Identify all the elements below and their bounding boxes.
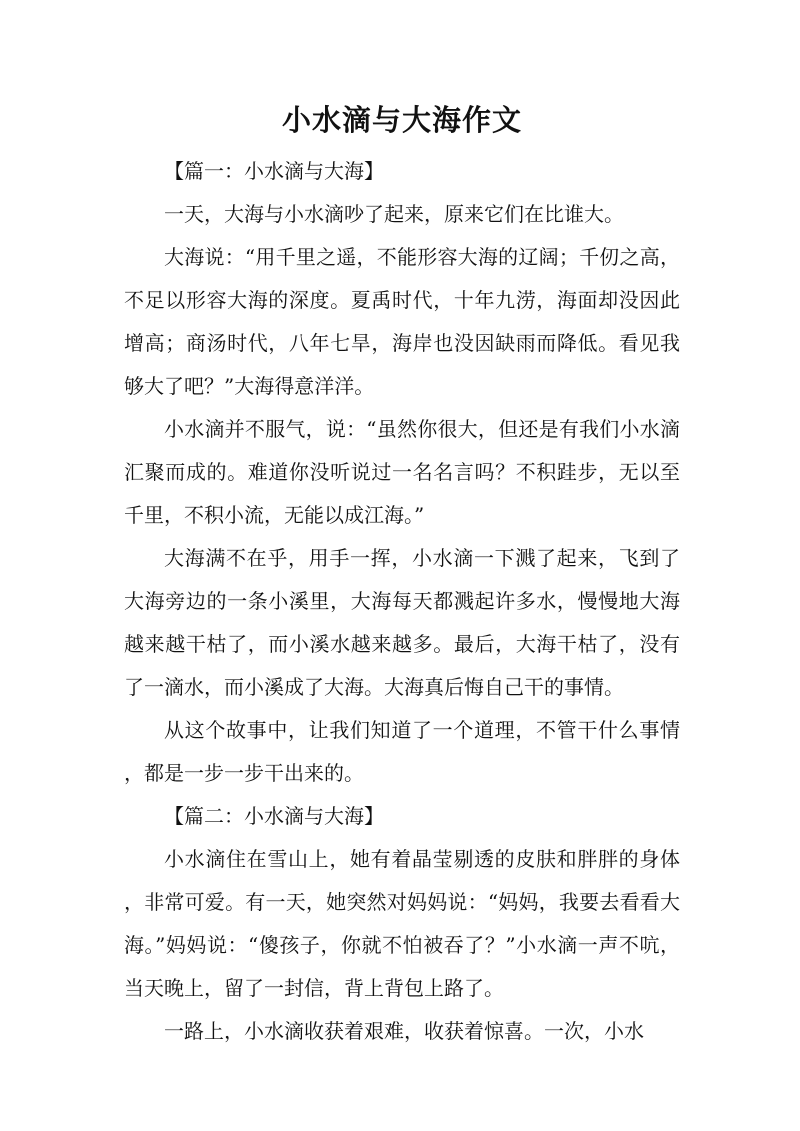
paragraph: 大海说：“用千里之遥，不能形容大海的辽阔；千仞之高，不足以形容大海的深度。夏禹时代，十年九涝，海面却没因此增高；商汤时代，八年七旱，海岸也没因缺雨而降低。看见我够大了吧？”大海得意洋洋。 bbox=[124, 245, 680, 398]
document-title: 小水滴与大海作文 bbox=[281, 103, 522, 137]
section-heading-2: 【篇二：小水滴与大海】 bbox=[164, 804, 384, 828]
paragraph: 小水滴住在雪山上，她有着晶莹剔透的皮肤和胖胖的身体，非常可爱。有一天，她突然对妈妈说：“妈妈，我要去看看大海。”妈妈说：“傻孩子，你就不怕被吞了？”小水滴一声不吭，当天晚上，留了一封信，背上背包上路了。 bbox=[124, 847, 680, 1000]
document-body bbox=[124, 150, 680, 1053]
paragraph: 从这个故事中，让我们知道了一个道理，不管干什么事情，都是一步一步干出来的。 bbox=[124, 718, 680, 785]
document-page bbox=[124, 0, 680, 1131]
paragraph: 小水滴并不服气，说：“虽然你很大，但还是有我们小水滴汇聚而成的。难道你没听说过一名名言吗？不积跬步，无以至千里，不积小流，无能以成江海。” bbox=[124, 417, 680, 527]
paragraph: 一路上，小水滴收获着艰难，收获着惊喜。一次，小水 bbox=[164, 1019, 644, 1043]
section-heading-1: 【篇一：小水滴与大海】 bbox=[164, 159, 384, 183]
paragraph: 大海满不在乎，用手一挥，小水滴一下溅了起来，飞到了大海旁边的一条小溪里，大海每天都溅起许多水，慢慢地大海越来越干枯了，而小溪水越来越多。最后，大海干枯了，没有了一滴水，而小溪成了大海。大海真后悔自己干的事情。 bbox=[124, 546, 680, 699]
paragraph: 一天，大海与小水滴吵了起来，原来它们在比谁大。 bbox=[164, 202, 624, 226]
